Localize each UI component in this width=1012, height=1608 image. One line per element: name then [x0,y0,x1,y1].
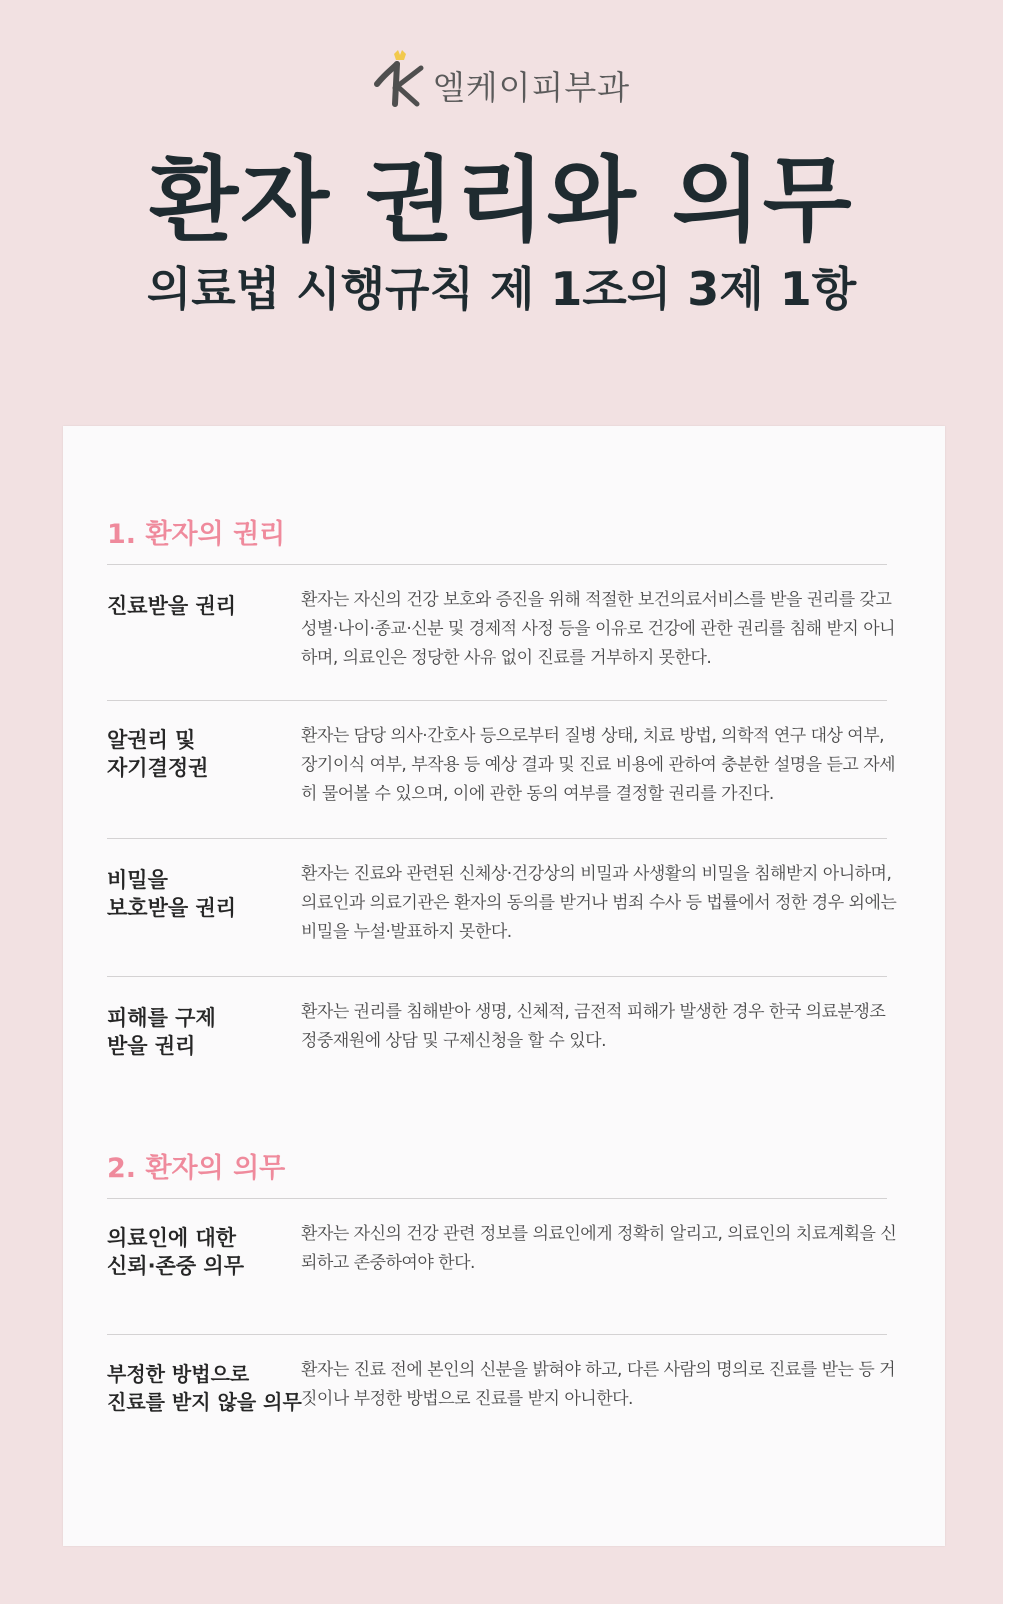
right-label-information: 알권리 및 자기결정권 [107,728,209,780]
divider [107,700,887,701]
duty-label-trust: 의료인에 대한 신뢰·존중 의무 [107,1226,245,1278]
right-desc-remedy: 환자는 권리를 침해받아 생명, 신체적, 금전적 피해가 발생한 경우 한국 의료분쟁조정중재원에 상담 및 구제신청을 할 수 있다. [301,1002,886,1051]
right-label-privacy: 비밀을 보호받을 권리 [107,868,237,920]
content-card [63,426,945,1546]
right-desc-privacy: 환자는 진료와 관련된 신체상·건강상의 비밀과 사생활의 비밀을 침해받지 아니하며, 의료인과 의료기관은 환자의 동의를 받거나 범죄 수사 등 법률에서 정한 경우 외에는 비밀을 누설·발표하지 못한다. [301,864,897,942]
logo-mark-icon [373,50,427,108]
page-title: 환자 권리와 의무 [149,147,854,254]
right-desc-treatment: 환자는 자신의 건강 보호와 증진을 위해 적절한 보건의료서비스를 받을 권리를 갖고 성별·나이·종교·신분 및 경제적 사정 등을 이유로 건강에 관한 권리를 침해 받지 아니하며, 의료인은 정당한 사유 없이 진료를 거부하지 못한다. [301,590,896,668]
right-label-remedy: 피해를 구제 받을 권리 [107,1006,216,1058]
right-label-treatment: 진료받을 권리 [107,594,237,618]
logo-text: 엘케이피부과 [432,68,631,107]
duty-desc-trust: 환자는 자신의 건강 관련 정보를 의료인에게 정확히 알리고, 의료인의 치료계획을 신뢰하고 존중하여야 한다. [301,1224,897,1273]
divider [107,1198,887,1199]
divider [107,838,887,839]
duty-label-honesty: 부정한 방법으로 진료를 받지 않을 의무 [107,1362,302,1414]
divider [107,564,887,565]
divider [107,1334,887,1335]
logo [0,48,1003,109]
duty-desc-honesty: 환자는 진료 전에 본인의 신분을 밝혀야 하고, 다른 사람의 명의로 진료를 받는 등 거짓이나 부정한 방법으로 진료를 받지 아니한다. [301,1360,896,1409]
duties-section-title: 2. 환자의 의무 [107,1153,286,1184]
rights-section-title: 1. 환자의 권리 [107,519,286,550]
right-desc-information: 환자는 담당 의사·간호사 등으로부터 질병 상태, 치료 방법, 의학적 연구 대상 여부, 장기이식 여부, 부작용 등 예상 결과 및 진료 비용에 관하여 충분한 설명을 듣고 자세히 물어볼 수 있으며, 이에 관한 동의 여부를 결정할 권리를 가진다. [301,726,896,804]
page-subtitle: 의료법 시행규칙 제 1조의 3제 1항 [146,262,857,316]
divider [107,976,887,977]
